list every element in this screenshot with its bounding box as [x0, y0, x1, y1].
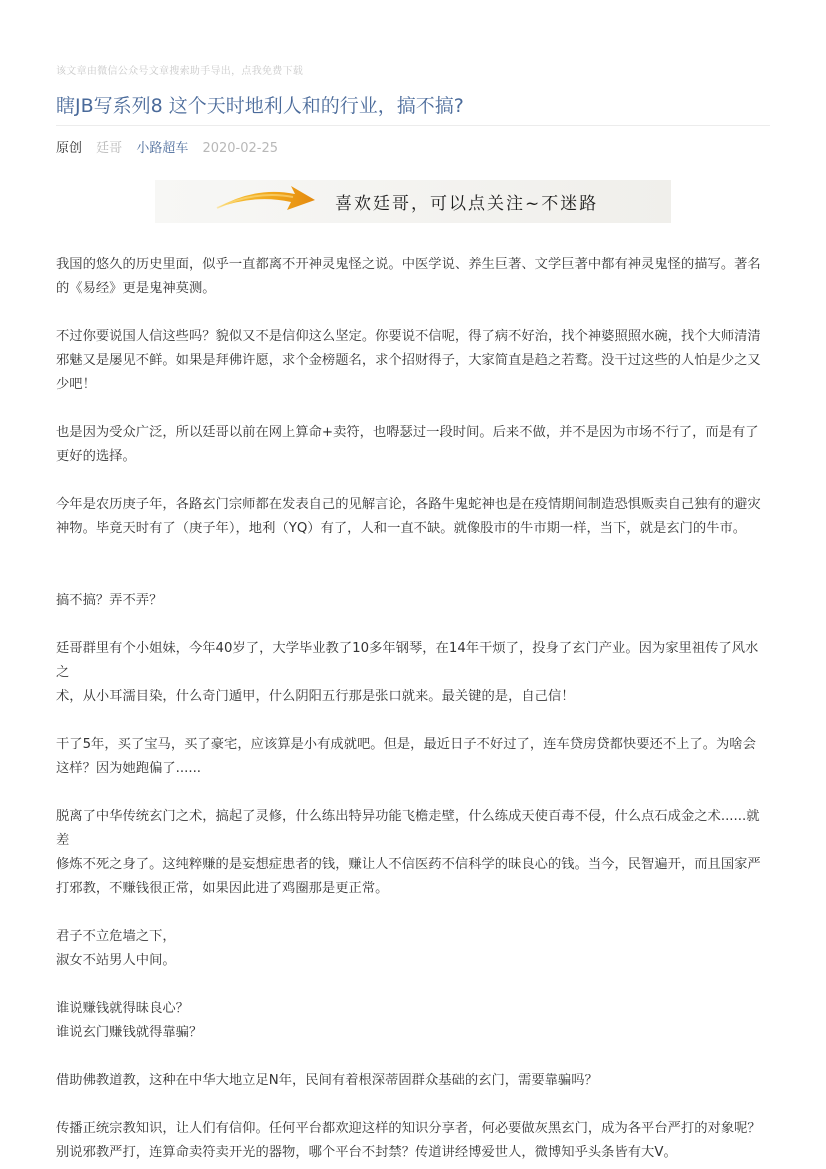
paragraph: 君子不立危墙之下， 淑女不站男人中间。	[56, 929, 176, 968]
paragraph: 传播正统宗教知识，让人们有信仰。任何平台都欢迎这样的知识分享者，何必要做灰黑玄门，成为各平台严打的对象呢？ 别说邪教严打，连算命卖符卖开光的器物，哪个平台不封禁？传道讲经博爱世人，微博知乎头条皆有大V。	[56, 1121, 761, 1160]
export-notice-link[interactable]: 该文章由微信公众号文章搜索助手导出，点我免费下载	[56, 66, 304, 77]
paragraph: 谁说赚钱就得昧良心？ 谁说玄门赚钱就得靠骗？	[56, 1001, 203, 1040]
title-divider	[56, 125, 770, 126]
paragraph: 不过你要说国人信这些吗？貌似又不是信仰这么坚定。你要说不信呢，得了病不好治，找个神婆照照水碗，找个大师清清 邪魅又是屡见不鲜。如果是拜佛许愿，求个金榜题名，求个招财得子，大家简直是趋之若鹜。没干过这些的人怕是少之又 少吧！	[56, 329, 761, 392]
paragraph: 我国的悠久的历史里面，似乎一直都离不开神灵鬼怪之说。中医学说、养生巨著、文学巨著中都有神灵鬼怪的描写。著名 的《易经》更是鬼神莫测。	[56, 257, 761, 296]
article-title: 瞎JB写系列8 这个天时地利人和的行业，搞不搞?	[56, 95, 464, 117]
publish-date: 2020-02-25	[202, 141, 279, 156]
paragraph: 廷哥群里有个小姐妹，今年40岁了，大学毕业教了10多年钢琴，在14年干烦了，投身了玄门产业。因为家里祖传了风水之 术，从小耳濡目染，什么奇门遁甲，什么阴阳五行那是张口就来。最关键的是，自己信！	[56, 641, 759, 704]
author-name: 廷哥	[96, 141, 123, 156]
paragraph: 脱离了中华传统玄门之术，搞起了灵修，什么练出特异功能飞檐走壁，什么练成天使百毒不侵，什么点石成金之术......就差 修炼不死之身了。这纯粹赚的是妄想症患者的钱，赚让人不信医药不信科学的昧良心的钱。当今，民智遍开，而且国家严 打邪教，不赚钱很正常，如果因此进了鸡圈那是更正常。	[56, 809, 761, 896]
paragraph: 搞不搞？弄不弄？	[56, 593, 163, 608]
paragraph: 今年是农历庚子年，各路玄门宗师都在发表自己的见解言论，各路牛鬼蛇神也是在疫情期间制造恐惧贩卖自己独有的避灾 神物。毕竟天时有了（庚子年），地利（YQ）有了，人和一直不缺。就像股市的牛市期一样，当下，就是玄门的牛市。	[56, 497, 761, 536]
account-link[interactable]: 小路超车	[136, 141, 189, 156]
original-tag: 原创	[56, 141, 83, 156]
banner-text: 喜欢廷哥，可以点关注~不迷路	[335, 194, 599, 214]
paragraph: 干了5年，买了宝马，买了豪宅，应该算是小有成就吧。但是，最近日子不好过了，连车贷房贷都快要还不上了。为啥会 这样？因为她跑偏了......	[56, 737, 756, 776]
paragraph: 借助佛教道教，这种在中华大地立足N年，民间有着根深蒂固群众基础的玄门，需要靠骗吗？	[56, 1073, 598, 1088]
paragraph: 也是因为受众广泛，所以廷哥以前在网上算命+卖符，也嘚瑟过一段时间。后来不做，并不是因为市场不行了，而是有了 更好的选择。	[56, 425, 759, 464]
article-body	[56, 253, 770, 1165]
follow-banner-image	[155, 180, 671, 223]
article-meta	[56, 140, 288, 158]
